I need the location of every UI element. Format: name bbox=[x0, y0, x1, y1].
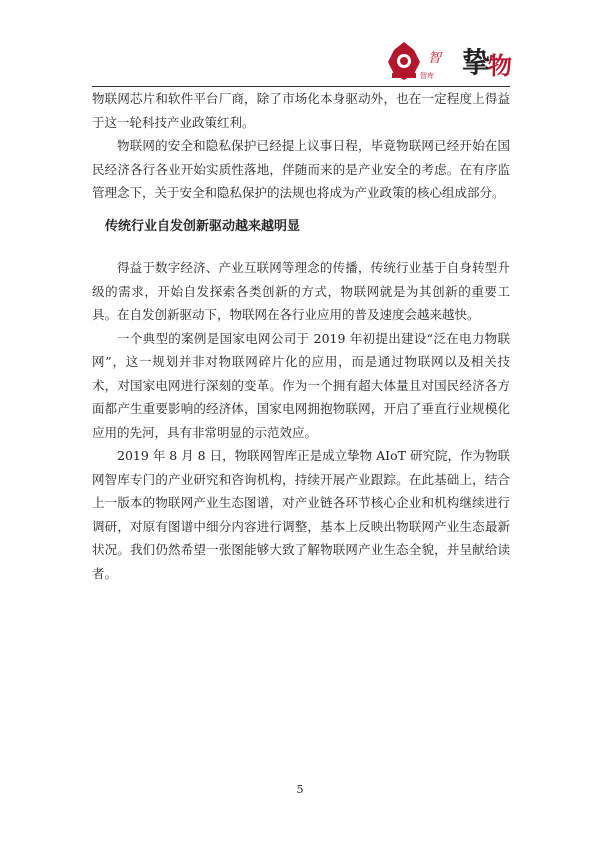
svg-text:物: 物 bbox=[488, 51, 512, 80]
body-section-2 bbox=[92, 256, 510, 585]
page-header bbox=[0, 0, 600, 80]
body-section-1 bbox=[92, 87, 510, 205]
paragraph: 2019 年 8 月 8 日，物联网智库正是成立挚物 AIoT 研究院，作为物联网智库专门的产业研究和咨询机构，持续开展产业跟踪。在此基础上，结合上一版本的物联网产业生态图谱，对产业链各环节核心企业和机构继续进行调研，对原有图谱中细分内容进行调整，基本上反映出物联网产业生态最新状况。我们仍然希望一张图能够大致了解物联网产业生态全貌，并呈献给读者。 bbox=[92, 448, 510, 581]
iot-think-tank-logo bbox=[386, 40, 452, 82]
paragraph: 一个典型的案例是国家电网公司于 2019 年初提出建设“泛在电力物联网”，这一规划并非对物联网碎片化的应用，而是通过物联网以及相关技术，对国家电网进行深刻的变革。作为一个拥有超大体量且对国民经济各方面都产生重要影响的经济体，国家电网拥抱物联网，开启了垂直行业规模化应用的先河，具有非常明显的示范效应。 bbox=[92, 330, 510, 440]
svg-text:智库: 智库 bbox=[420, 72, 434, 80]
paragraph: 物联网芯片和软件平台厂商，除了市场化本身驱动外，也在一定程度上得益于这一轮科技产业政策红利。 bbox=[92, 91, 510, 130]
section-heading: 传统行业自发创新驱动越来越明显 bbox=[105, 219, 301, 234]
svg-text:挚: 挚 bbox=[462, 46, 491, 79]
paragraph: 物联网的安全和隐私保护已经提上议事日程，毕竟物联网已经开始在国民经济各行各业开始实质性落地，伴随而来的是产业安全的考虑。在有序监管理念下，关于安全和隐私保护的法规也将成为产业政策的核心组成部分。 bbox=[92, 138, 510, 200]
page-number: 5 bbox=[296, 783, 304, 796]
paragraph: 得益于数字经济、产业互联网等理念的传播，传统行业基于自身转型升级的需求，开始自发探索各类创新的方式，物联网就是为其创新的重要工具。在自发创新驱动下，物联网在各行业应用的普及速度会越来越快。 bbox=[92, 260, 510, 322]
zhiwu-logo bbox=[460, 40, 516, 82]
svg-text:智: 智 bbox=[428, 51, 442, 66]
